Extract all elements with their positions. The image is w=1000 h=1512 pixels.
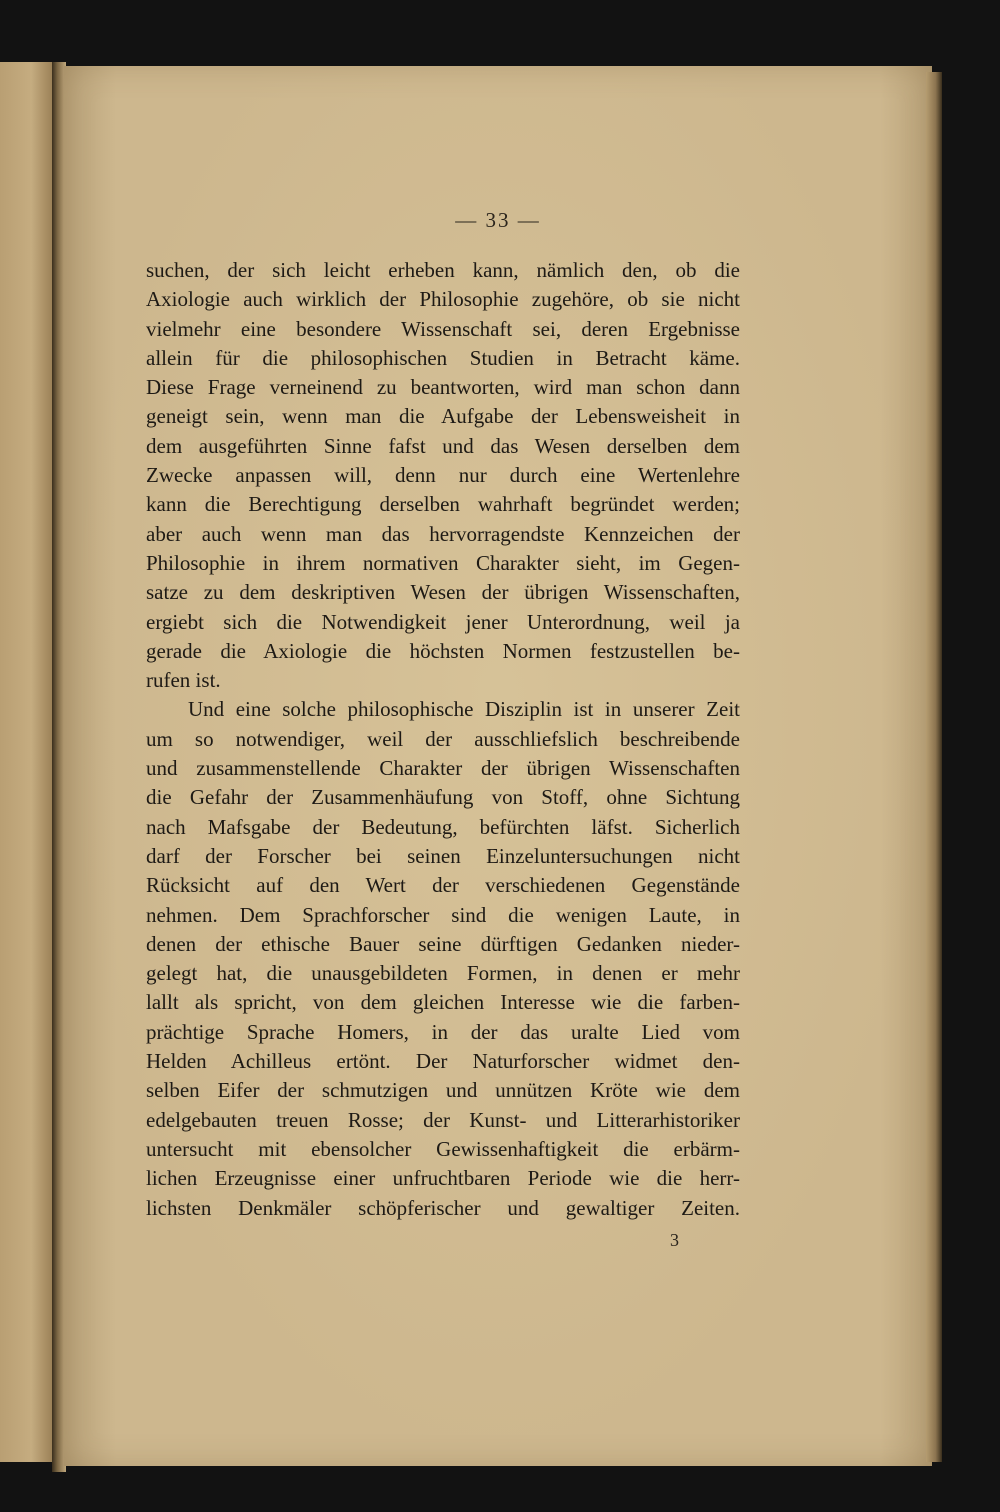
text-line: Und eine solche philosophische Disziplin ist in unserer Zeit	[188, 697, 740, 722]
text-line: allein für die philosophischen Studien in Betracht käme.	[146, 345, 740, 370]
text-line: gelegt hat, die unausgebildeten Formen, in denen er mehr	[146, 961, 740, 986]
text-line: suchen, der sich leicht erheben kann, nämlich den, ob die	[146, 258, 740, 282]
text-line: denen der ethische Bauer seine dürftigen Gedanken nieder-	[146, 931, 740, 956]
text-line: Rücksicht auf den Wert der verschiedenen Gegenstände	[146, 873, 740, 898]
text-line: und zusammenstellende Charakter der übrigen Wissenschaften	[146, 756, 740, 781]
text-line: vielmehr eine besondere Wissenschaft sei, deren Ergebnisse	[146, 316, 740, 341]
text-line: satze zu dem deskriptiven Wesen der übrigen Wissenschaften,	[146, 580, 740, 605]
text-line: gerade die Axiologie die höchsten Normen festzustellen be-	[146, 638, 740, 663]
text-line: untersucht mit ebensolcher Gewissenhaftigkeit die erbärm-	[146, 1136, 740, 1161]
text-line: prächtige Sprache Homers, in der das uralte Lied vom	[146, 1019, 740, 1044]
text-line: ergiebt sich die Notwendigkeit jener Unterordnung, weil ja	[146, 609, 740, 634]
text-line: lichen Erzeugnisse einer unfruchtbaren Periode wie die herr-	[146, 1166, 740, 1191]
text-line: nach Mafsgabe der Bedeutung, befürchten läfst. Sicherlich	[146, 814, 740, 839]
text-line: aber auch wenn man das hervorragendste Kennzeichen der	[146, 521, 740, 546]
page-stack-edge	[926, 72, 942, 1462]
text-line: rufen ist.	[146, 668, 221, 693]
text-line: Zwecke anpassen will, denn nur durch eine Wertenlehre	[146, 463, 740, 488]
text-line: um so notwendiger, weil der ausschliefslich beschreibende	[146, 726, 740, 751]
body-text	[146, 256, 740, 1223]
text-line: geneigt sein, wenn man die Aufgabe der Lebensweisheit in	[146, 404, 740, 429]
previous-page-edge	[0, 62, 54, 1462]
text-line: Helden Achilleus ertönt. Der Naturforscher widmet den-	[146, 1049, 740, 1074]
text-line: lallt als spricht, von dem gleichen Interesse wie die farben-	[146, 990, 740, 1015]
text-line: dem ausgeführten Sinne fafst und das Wesen derselben dem	[146, 433, 740, 458]
text-line: die Gefahr der Zusammenhäufung von Stoff, ohne Sichtung	[146, 785, 740, 810]
text-line: Axiologie auch wirklich der Philosophie zugehöre, ob sie nicht	[146, 287, 740, 312]
text-line: darf der Forscher bei seinen Einzeluntersuchungen nicht	[146, 843, 740, 868]
text-line: lichsten Denkmäler schöpferischer und gewaltiger Zeiten.	[146, 1195, 740, 1220]
text-line: Diese Frage verneinend zu beantworten, wird man schon dann	[146, 375, 740, 400]
signature-mark: 3	[670, 1230, 679, 1250]
text-line: nehmen. Dem Sprachforscher sind die wenigen Laute, in	[146, 902, 740, 927]
text-line: edelgebauten treuen Rosse; der Kunst- und Litterarhistoriker	[146, 1107, 740, 1132]
text-line: kann die Berechtigung derselben wahrhaft begründet werden;	[146, 492, 740, 517]
page-number-header: — 33 —	[455, 208, 541, 232]
text-line: selben Eifer der schmutzigen und unnützen Kröte wie dem	[146, 1078, 740, 1103]
text-line: Philosophie in ihrem normativen Charakter sieht, im Gegen-	[146, 550, 740, 575]
